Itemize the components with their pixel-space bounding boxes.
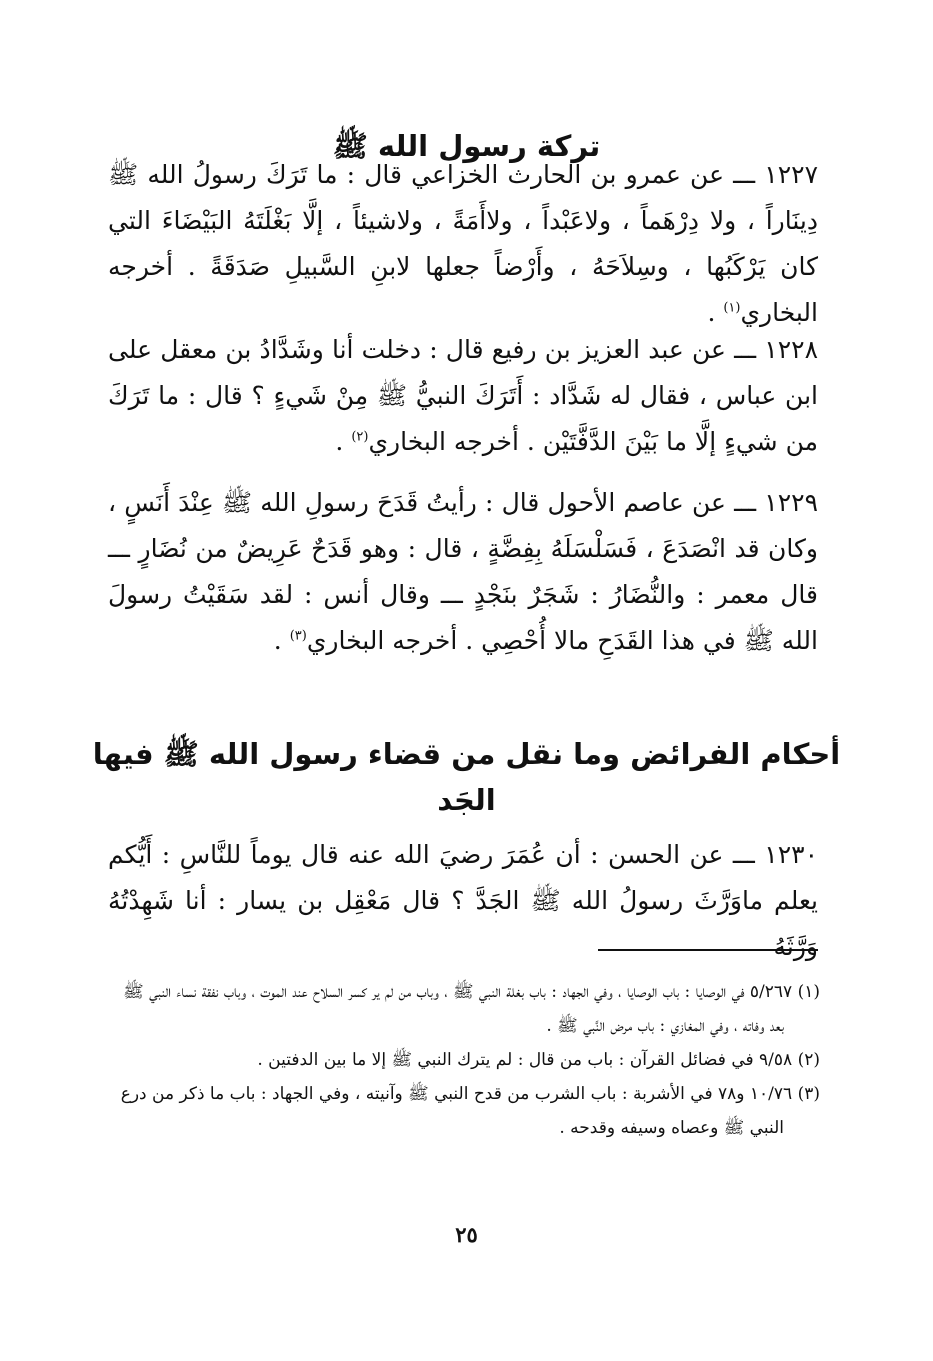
hadith-text: عن عمرو بن الحارث الخزاعي قال : ما تَرَكَ رسولُ الله ﷺ دِينَاراً ، ولا دِرْهَماً ، ولاعَبْداً ، ولاأَمَةً ، ولاشيئاً ، إلَّا بَغْلَتَهُ البَيْضَاءَ التي كان يَرْكَبُها ، وسِلاَحَهُ ، وأَرْضاً جعلها لابنِ السَّبيلِ صَدَقَةً . أخرجه البخاري xyxy=(108,160,818,327)
hadith-text: عن عبد العزيز بن رفيع قال : دخلت أنا وشَدَّادُ بن معقل على ابن عباس ، فقال له شَدَّاد : أَتَرَكَ النبيُّ ﷺ مِنْ شَيءٍ ؟ قال : ما تَرَكَ من شيءٍ إلَّا ما بَيْنَ الدَّفَّتَيْن . أخرجه البخاري xyxy=(108,335,818,456)
section-heading-inheritance: أحكام الفرائض وما نقل من قضاء رسول الله ﷺ فيها xyxy=(92,737,841,771)
hadith-number: ١٢٢٩ ـــ xyxy=(734,488,818,517)
hadith-number: ١٢٢٨ ـــ xyxy=(734,335,818,364)
page-number: ٢٥ xyxy=(455,1222,478,1247)
hadith-1229 xyxy=(108,480,818,664)
hadith-end: . xyxy=(335,427,352,456)
hadith-text: عن عاصم الأحول قال : رأيتُ قَدَحَ رسولِ الله ﷺ عِنْدَ أَنَسٍ ، وكان قد انْصَدَعَ ، فَسَلْسَلَهُ بِفِضَّةٍ ، قال : وهو قَدَحٌ عَرِيضٌ من نُضَارٍ ـــ قال معمر : والنُّضَارُ : شَجَرٌ بنَجْدٍ ـــ وقال أنس : لقد سَقَيْتُ رسولَ الله ﷺ في هذا القَدَحِ مالا أُحْصِي . أخرجه البخاري xyxy=(108,488,818,655)
footnote-2: (٢) ٩/٥٨ في فضائل القرآن : باب من قال : لم يترك النبي ﷺ إلا ما بين الدفتين . xyxy=(257,1050,820,1070)
footnotes xyxy=(110,975,820,1145)
hadith-end: . xyxy=(273,626,290,655)
footnote-ref: (٢) xyxy=(351,429,369,445)
footnote-3: (٣) ١٠/٧٦ و٧٨ في الأشربة : باب الشرب من قدح النبي ﷺ وآنيته ، وفي الجهاد : باب ما ذكر من درع النبي ﷺ وعصاه وسيفه وقدحه . xyxy=(120,1084,820,1138)
footnote-1: (١) ٥/٢٦٧ في الوصايا : باب الوصايا ، وفي الجهاد : باب بغلة النبي ﷺ ، وباب من لم ير كسر السلاح عند الموت ، وباب نفقة نساء النبي ﷺ بعد وفاته ، وفي المغازي : باب مرض النَّبي ﷺ . xyxy=(123,982,820,1036)
subheading-grandfather: الجَد xyxy=(437,783,496,817)
hadith-end: . xyxy=(707,298,724,327)
section-heading-legacy: تركة رسول الله ﷺ xyxy=(332,129,601,163)
hadith-number: ١٢٢٧ ـــ xyxy=(733,160,818,189)
hadith-number: ١٢٣٠ ـــ xyxy=(732,840,819,869)
footnote-ref: (٣) xyxy=(289,628,307,644)
footnote-separator xyxy=(598,949,818,951)
hadith-1227 xyxy=(108,152,818,336)
footnote-ref: (١) xyxy=(723,300,741,316)
hadith-text: عن الحسن : أن عُمَرَ رضيَ الله عنه قال يوماً للنَّاسِ : أَيُّكم يعلم ماوَرَّثَ رسولُ الله ﷺ الجَدَّ ؟ قال مَعْقِل بن يسار : أنا شَهِدْتُهُ وَرَّثَهُ xyxy=(108,840,818,961)
hadith-1228 xyxy=(108,327,818,465)
